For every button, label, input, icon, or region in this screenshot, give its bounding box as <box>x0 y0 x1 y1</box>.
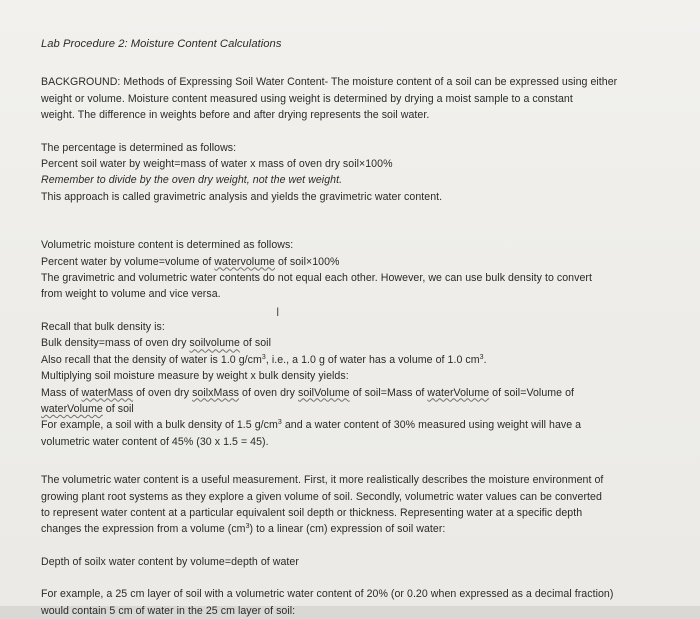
gravimetric-formula: Percent soil water by weight=mass of water x mass of oven dry soil×100% <box>41 158 393 171</box>
volumetric-formula-text: Percent water by volume=volume of <box>41 255 215 268</box>
mass-part-7: of soil=Mass of <box>349 386 428 399</box>
volumetric-line-4: from weight to volume and vice versa. <box>41 288 221 301</box>
mass-term-4: waterVolume <box>427 386 490 399</box>
superscript: 3 <box>277 419 282 427</box>
useful-paragraph <box>41 472 660 538</box>
bulk-definition-term: soilvolume <box>189 337 240 350</box>
mass-term-3: soilVolume <box>297 386 350 399</box>
gravimetric-reminder: Remember to divide by the oven dry weight, not the wet weight. <box>41 174 343 187</box>
superscript: 3 <box>479 353 484 361</box>
background-line-1: BACKGROUND: Methods of Expressing Soil Water Content- The moisture content of a soil can be expressed using either <box>41 76 618 89</box>
water-density-c: . <box>483 353 487 366</box>
mass-term-1: waterMass <box>81 386 134 399</box>
example-paragraph <box>41 586 660 619</box>
gravimetric-paragraph <box>41 140 660 206</box>
water-density-b: , i.e., a 1.0 g of water has a volume of 1.0 cm <box>265 353 480 366</box>
mass-term-5: waterVolume <box>41 402 103 415</box>
volumetric-formula-tail: of soil×100% <box>274 255 340 268</box>
volumetric-formula-term: watervolume <box>214 255 275 268</box>
bulk-example-2: volumetric water content of 45% (30 x 1.5 = 45). <box>41 435 269 448</box>
useful-line-4 <box>41 521 660 537</box>
background-line-2: weight or volume. Moisture content measured using weight is determined by drying a moist sample to a constant <box>41 92 573 105</box>
volumetric-formula <box>41 254 660 270</box>
volumetric-intro: Volumetric moisture content is determined as follows: <box>41 239 294 252</box>
volumetric-paragraph <box>41 237 660 303</box>
bulk-definition-text: Bulk density=mass of oven dry <box>41 337 190 350</box>
mass-part-9: of soil=Volume of <box>489 386 575 399</box>
water-density-a: Also recall that the density of water is 1.0 g/cm <box>41 353 262 366</box>
background-paragraph <box>41 74 660 123</box>
water-density <box>41 352 660 368</box>
text-cursor-icon: I <box>276 305 280 319</box>
bulk-example-b: and a water content of 30% measured using weight will have a <box>281 419 582 432</box>
useful-line-2: growing plant root systems as they explore a given volume of soil. Secondly, volumetric water values can be converted <box>41 490 602 503</box>
mass-term-2: soilxMass <box>192 386 240 399</box>
mass-part-1: Mass of <box>41 386 82 399</box>
bulk-definition <box>41 335 660 351</box>
mass-formula <box>41 385 660 401</box>
bulk-example-a: For example, a soil with a bulk density of 1.5 g/cm <box>41 419 278 432</box>
mass-part-5: of oven dry <box>239 386 298 399</box>
multiply-line: Multiplying soil moisture measure by weight x bulk density yields: <box>41 370 349 383</box>
useful-line-1: The volumetric water content is a useful measurement. First, it more realistically describes the moisture environment of <box>41 474 604 487</box>
depth-formula: Depth of soilx water content by volume=depth of water <box>41 555 299 568</box>
mass-formula-cont <box>41 401 660 417</box>
bulk-recall: Recall that bulk density is: <box>41 320 165 333</box>
superscript: 3 <box>261 353 266 361</box>
gravimetric-note: This approach is called gravimetric analysis and yields the gravimetric water content. <box>41 190 443 203</box>
bulk-definition-tail: of soil <box>239 337 271 350</box>
example-line-1: For example, a 25 cm layer of soil with a volumetric water content of 20% (or 0.20 when expressed as a decimal fraction) <box>41 588 614 601</box>
mass-part-3: of oven dry <box>133 386 193 399</box>
page-title: Lab Procedure 2: Moisture Content Calculations <box>41 38 282 50</box>
useful-last-a: changes the expression from a volume (cm <box>41 523 246 536</box>
bulk-example-1 <box>41 417 660 433</box>
bulk-density-paragraph <box>41 319 660 450</box>
background-line-3: weight. The difference in weights before and after drying represents the soil water. <box>41 109 430 122</box>
mass-part-11: of soil <box>102 402 134 415</box>
superscript: 3 <box>245 523 250 531</box>
gravimetric-intro: The percentage is determined as follows: <box>41 141 237 154</box>
useful-line-3: to represent water content at a particular equivalent soil depth or thickness. Representing water at a specific depth <box>41 506 583 519</box>
volumetric-line-3: The gravimetric and volumetric water contents do not equal each other. However, we can use bulk density to convert <box>41 272 592 285</box>
useful-last-b: ) to a linear (cm) expression of soil water: <box>249 523 446 536</box>
example-line-2: would contain 5 cm of water in the 25 cm layer of soil: <box>41 604 296 617</box>
